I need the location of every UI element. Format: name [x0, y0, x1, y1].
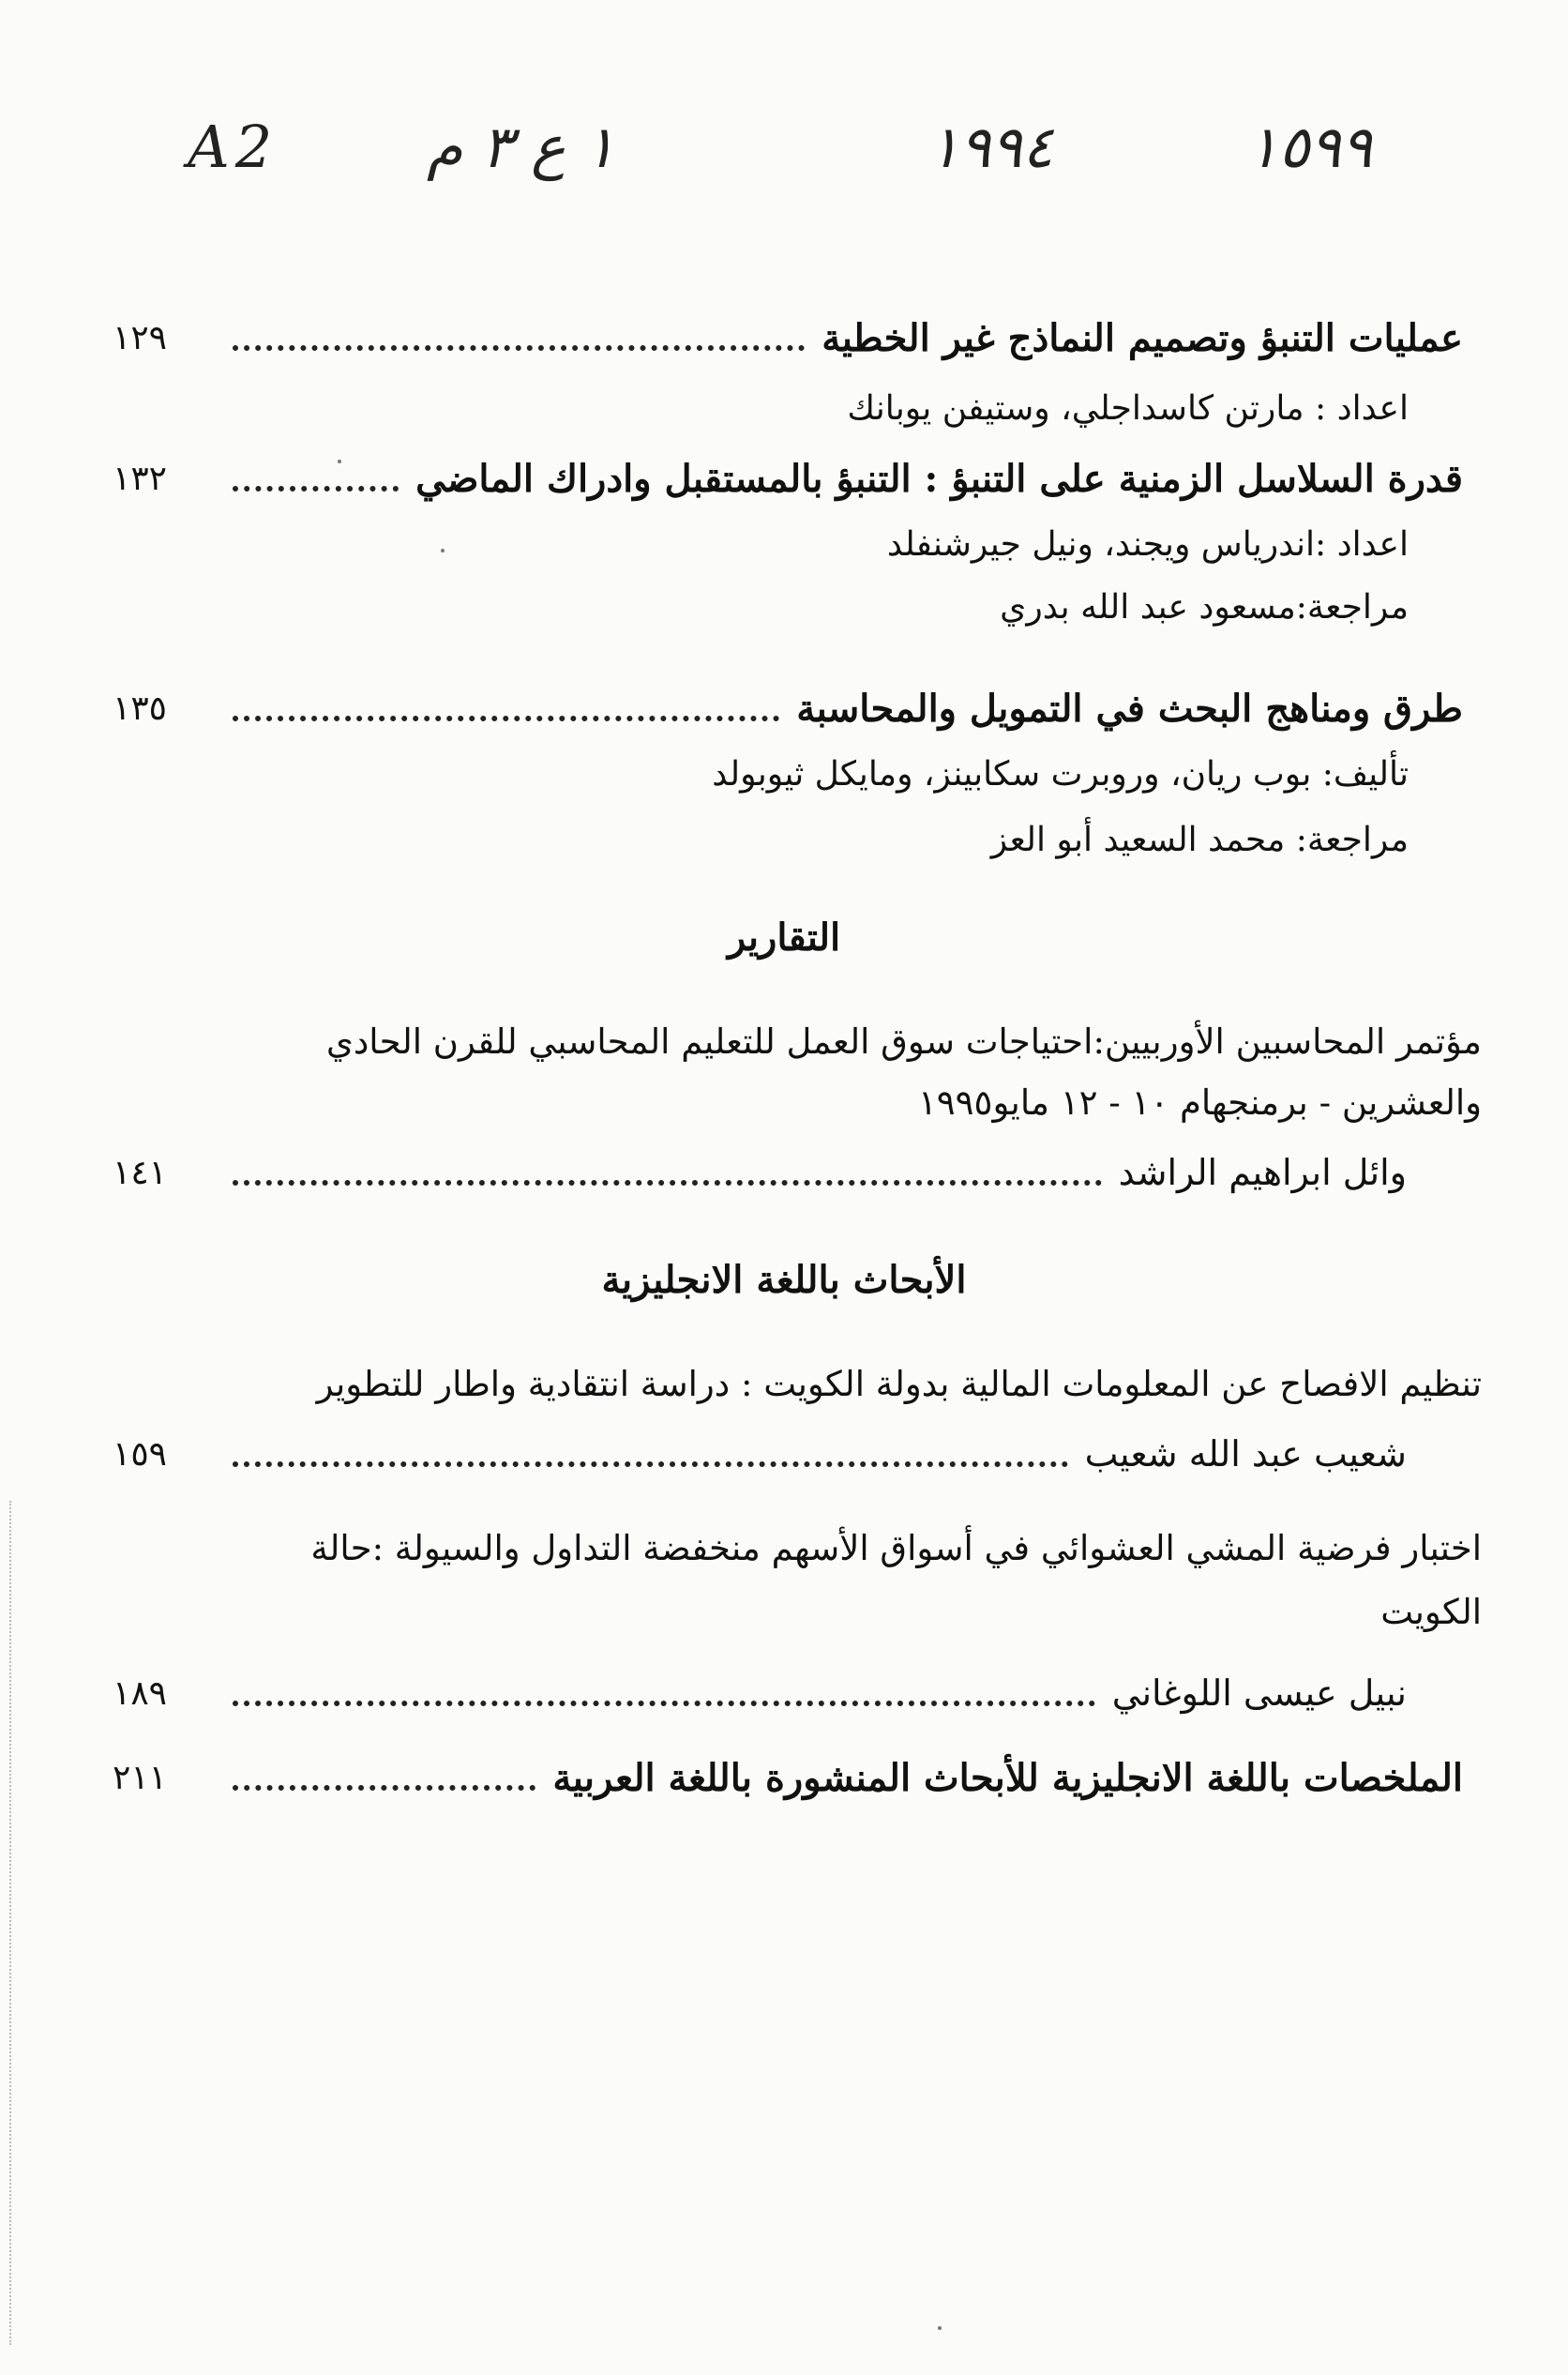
report-entry	[113, 1135, 1463, 1210]
scan-speck	[441, 549, 445, 552]
entry-3-authors: تأليف: بوب ريان، وروبرت سكابينز، ومايكل ثيوبولد	[712, 754, 1409, 794]
page-number: ٢١١	[113, 1758, 168, 1797]
page-number: ١٥٩	[113, 1434, 168, 1474]
section-heading-english-research: الأبحاث باللغة الانجليزية	[601, 1258, 967, 1302]
scan-speck	[338, 460, 341, 463]
entry-3-reviewer: مراجعة: محمد السعيد أبو العز	[990, 820, 1409, 859]
research-entry-2	[113, 1656, 1463, 1731]
report-title-line-1: مؤتمر المحاسبين الأوربيين:احتياجات سوق العمل للتعليم المحاسبي للقرن الحادي	[325, 1021, 1482, 1062]
research-author: نبيل عيسى اللوغاني	[1111, 1672, 1407, 1714]
toc-entry-2	[113, 441, 1463, 516]
toc-entry-summaries	[113, 1740, 1463, 1815]
scan-edge-mark	[9, 1501, 14, 2345]
dot-leader	[233, 336, 805, 351]
scan-speck	[938, 2326, 942, 2330]
dot-leader	[233, 1691, 1095, 1706]
entry-title: قدرة السلاسل الزمنية على التنبؤ : التنبؤ بالمستقبل وادراك الماضي	[415, 456, 1463, 501]
page-number: ١٤١	[113, 1153, 168, 1192]
page-number: ١٣٢	[113, 459, 168, 498]
dot-leader	[233, 1452, 1068, 1467]
toc-entry-1	[113, 300, 1463, 375]
handwritten-year: ١٩٩٤	[928, 113, 1054, 181]
handwritten-code-a2: A2	[188, 113, 279, 181]
entry-1-authors: اعداد : مارتن كاسداجلي، وستيفن يوبانك	[847, 388, 1409, 428]
entry-2-reviewer: مراجعة:مسعود عبد الله بدري	[1000, 587, 1409, 627]
entry-2-authors: اعداد :اندرياس ويجند، ونيل جيرشنفلد	[886, 524, 1409, 564]
handwritten-code-shelf: ١ ع ٣ م	[427, 113, 616, 181]
entry-title: طرق ومناهج البحث في التمويل والمحاسبة	[796, 686, 1463, 731]
research-entry-1	[113, 1416, 1463, 1491]
toc-entry-3	[113, 671, 1463, 746]
entry-title: الملخصات باللغة الانجليزية للأبحاث المنشورة باللغة العربية	[552, 1755, 1463, 1800]
entry-title: عمليات التنبؤ وتصميم النماذج غير الخطية	[822, 315, 1463, 360]
page-number: ١٣٥	[113, 688, 168, 728]
section-heading-reports: التقارير	[727, 915, 841, 960]
research-1-title: تنظيم الافصاح عن المعلومات المالية بدولة الكويت : دراسة انتقادية واطار للتطوير	[316, 1363, 1482, 1404]
report-author: وائل ابراهيم الراشد	[1118, 1152, 1407, 1193]
research-2-title-line-1: اختبار فرضية المشي العشوائي في أسواق الأسهم منخفضة التداول والسيولة :حالة	[310, 1527, 1482, 1568]
dot-leader	[233, 1171, 1102, 1186]
page-number: ١٢٩	[113, 318, 168, 357]
dot-leader	[233, 1776, 535, 1791]
dot-leader	[233, 477, 399, 492]
report-title-line-2: والعشرين - برمنجهام ١٠ - ١٢ مايو١٩٩٥	[917, 1082, 1482, 1123]
page-number: ١٨٩	[113, 1673, 168, 1713]
dot-leader	[233, 706, 779, 721]
research-author: شعيب عبد الله شعيب	[1084, 1433, 1407, 1475]
research-2-title-line-2: الكويت	[1380, 1591, 1482, 1632]
handwritten-number: ١٥٩٩	[1247, 113, 1373, 181]
